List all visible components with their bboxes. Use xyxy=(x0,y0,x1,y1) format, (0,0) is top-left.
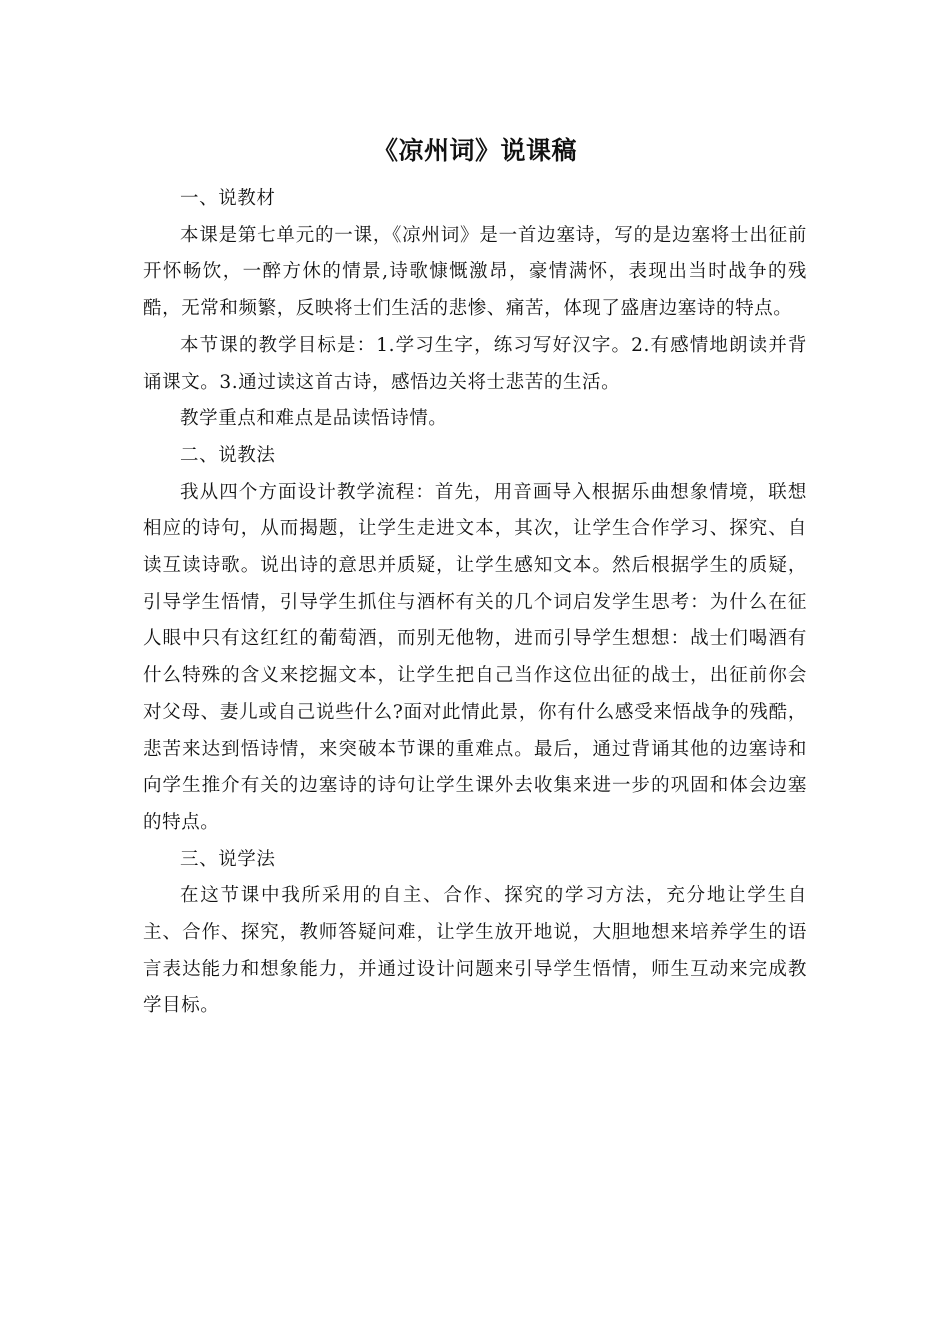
paragraph-teaching-process: 我从四个方面设计教学流程：首先，用音画导入根据乐曲想象情境，联想相应的诗句，从而揭题，让学生走进文本，其次，让学生合作学习、探究、自读互读诗歌。说出诗的意思并质疑，让学生感知文本。然后根据学生的质疑，引导学生悟情，引导学生抓住与酒杯有关的几个词启发学生思考：为什么在征人眼中只有这红红的葡萄酒，而别无他物，进而引导学生想想：战士们喝酒有什么特殊的含义来挖掘文本，让学生把自己当作这位出征的战士，出征前你会对父母、妻儿或自己说些什么?面对此情此景，你有什么感受来悟战争的残酷，悲苦来达到悟诗情，来突破本节课的重难点。最后，通过背诵其他的边塞诗和向学生推介有关的边塞诗的诗句让学生课外去收集来进一步的巩固和体会边塞的特点。 xyxy=(143,481,807,833)
page-title: 《凉州词》说课稿 xyxy=(372,136,577,165)
section-heading-teaching-material: 一、说教材 xyxy=(180,188,276,209)
paragraph-teaching-goals: 本节课的教学目标是：1.学习生字，练习写好汉字。2.有感情地朗读并背诵课文。3.通过读这首古诗，感悟边关将士悲苦的生活。 xyxy=(143,334,807,393)
section-heading-teaching-method: 二、说教法 xyxy=(180,444,276,466)
section-heading-learning-method: 三、说学法 xyxy=(180,848,276,870)
paragraph-learning-method: 在这节课中我所采用的自主、合作、探究的学习方法，充分地让学生自主、合作、探究，教师答疑问难，让学生放开地说，大胆地想来培养学生的语言表达能力和想象能力，并通过设计问题来引导学生悟情，师生互动来完成教学目标。 xyxy=(143,885,807,1017)
document-body xyxy=(143,181,807,1025)
paragraph-course-intro: 本课是第七单元的一课，《凉州词》是一首边塞诗，写的是边塞将士出征前开怀畅饮，一醉方休的情景,诗歌慷慨激昂，豪情满怀，表现出当时战争的残酷，无常和频繁，反映将士们生活的悲惨、痛苦，体现了盛唐边塞诗的特点。 xyxy=(143,224,807,320)
paragraph-key-points: 教学重点和难点是品读悟诗情。 xyxy=(180,408,448,430)
